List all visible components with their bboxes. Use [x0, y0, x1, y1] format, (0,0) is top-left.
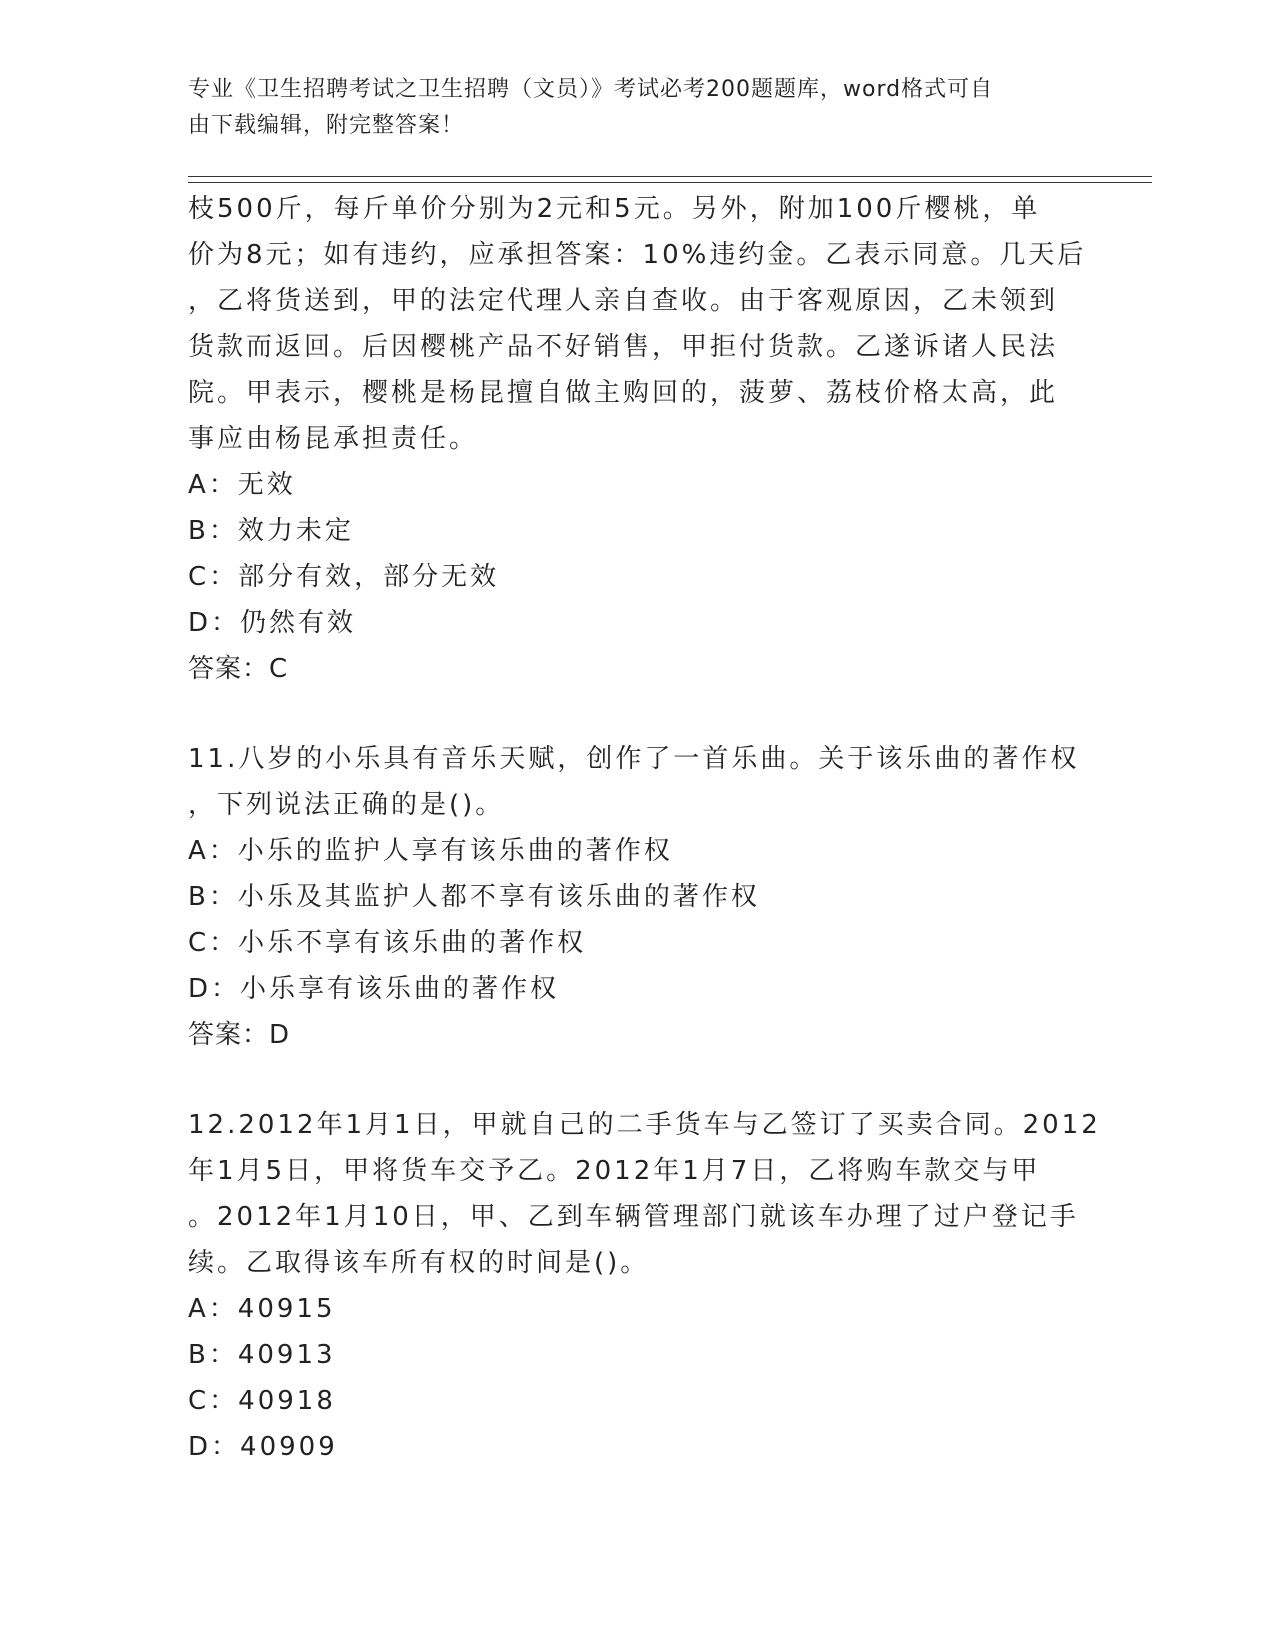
- answer-line: 答案：C: [188, 654, 289, 684]
- question-stem-line: 院。甲表示，樱桃是杨昆擅自做主购回的，菠萝、荔枝价格太高，此: [188, 378, 1059, 408]
- question-stem-line: 价为8元；如有违约，应承担答案：10%违约金。乙表示同意。几天后: [188, 240, 1087, 270]
- question-stem-line: 事应由杨昆承担责任。: [188, 424, 479, 454]
- option-d: D：小乐享有该乐曲的著作权: [188, 974, 560, 1004]
- option-d: D：40909: [188, 1432, 338, 1462]
- question-12: [188, 1102, 1101, 1470]
- option-d: D：仍然有效: [188, 608, 357, 638]
- question-stem-line: 12.2012年1月1日，甲就自己的二手货车与乙签订了买卖合同。2012: [188, 1110, 1101, 1140]
- question-stem-line: 货款而返回。后因樱桃产品不好销售，甲拒付货款。乙遂诉诸人民法: [188, 332, 1059, 362]
- document-header: [188, 72, 1068, 144]
- header-rule-bottom: [188, 182, 1152, 183]
- question-stem-line: ，下列说法正确的是()。: [188, 790, 505, 820]
- document-body: [188, 186, 1101, 1470]
- question-stem-line: 11.八岁的小乐具有音乐天赋，创作了一首乐曲。关于该乐曲的著作权: [188, 744, 1080, 774]
- question-stem-line: ，乙将货送到，甲的法定代理人亲自查收。由于客观原因，乙未领到: [188, 286, 1059, 316]
- header-title-line1: 专业《卫生招聘考试之卫生招聘（文员）》考试必考200题题库，word格式可自: [188, 77, 994, 102]
- header-title-line2: 由下载编辑，附完整答案！: [188, 113, 465, 138]
- question-10: [188, 186, 1088, 692]
- question-11: [188, 736, 1088, 1058]
- option-b: B：40913: [188, 1340, 336, 1370]
- option-a: A：小乐的监护人享有该乐曲的著作权: [188, 836, 673, 866]
- option-c: C：40918: [188, 1386, 336, 1416]
- answer-line: 答案：D: [188, 1020, 291, 1050]
- option-c: C：小乐不享有该乐曲的著作权: [188, 928, 587, 958]
- option-b: B：小乐及其监护人都不享有该乐曲的著作权: [188, 882, 760, 912]
- question-stem-line: 。2012年1月10日，甲、乙到车辆管理部门就该车办理了过户登记手: [188, 1202, 1079, 1232]
- option-a: A：无效: [188, 470, 296, 500]
- header-rule-top: [188, 176, 1152, 177]
- option-c: C：部分有效，部分无效: [188, 562, 500, 592]
- question-stem-line: 枝500斤，每斤单价分别为2元和5元。另外，附加100斤樱桃，单: [188, 194, 1041, 224]
- question-stem-line: 年1月5日，甲将货车交予乙。2012年1月7日，乙将购车款交与甲: [188, 1156, 1041, 1186]
- option-a: A：40915: [188, 1294, 336, 1324]
- question-stem-line: 续。乙取得该车所有权的时间是()。: [188, 1248, 650, 1278]
- option-b: B：效力未定: [188, 516, 354, 546]
